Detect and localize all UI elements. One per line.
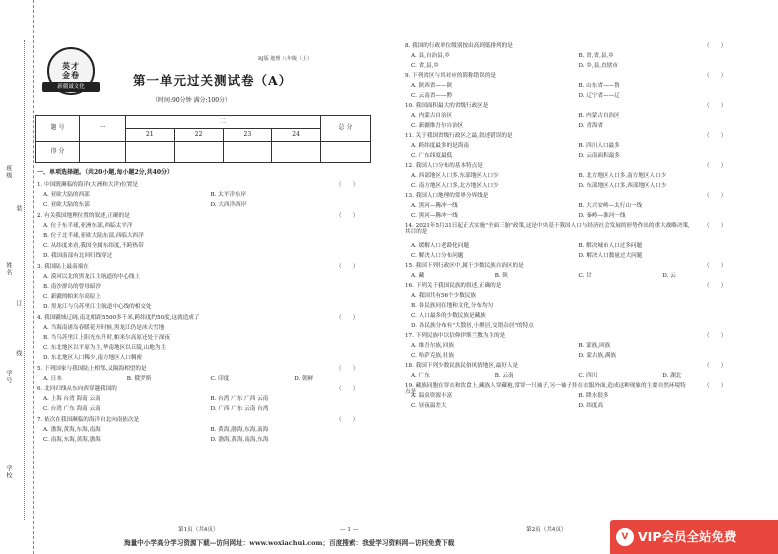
- answer-option[interactable]: C. 四川: [578, 373, 598, 379]
- answer-option[interactable]: D. 青海省: [578, 123, 604, 129]
- score-sub-col: 22: [174, 129, 223, 142]
- vip-badge[interactable]: [610, 520, 778, 554]
- answer-option[interactable]: B. 太平洋东岸: [210, 192, 247, 199]
- question-stem: 12. 我国人口分布的基本特点是: [405, 163, 483, 169]
- answer-option[interactable]: D. 秦岭—淮河一线: [578, 213, 626, 219]
- answer-bracket[interactable]: （ ）: [704, 283, 727, 289]
- score-cell[interactable]: [80, 142, 126, 163]
- question-stem: 1. 中国既濒临的海洋(大洲和大洋)位置是: [37, 182, 138, 188]
- answer-option[interactable]: C. 哈萨克族,壮族: [411, 353, 454, 359]
- answer-option[interactable]: B. 蒙族,回族: [578, 343, 611, 349]
- answer-option[interactable]: D. 东北地区人口稀少,南方地区人口稠密: [43, 355, 143, 362]
- answer-option[interactable]: C. 广东纬度最低: [411, 153, 453, 159]
- answer-bracket[interactable]: （ ）: [704, 333, 727, 339]
- margin-label-number: 学号: [4, 370, 12, 384]
- answer-option[interactable]: B. 云南: [494, 373, 514, 379]
- answer-option[interactable]: D. 云南面积最多: [578, 153, 620, 159]
- answer-bracket[interactable]: （ ）: [704, 383, 727, 389]
- answer-option[interactable]: A. 日本: [43, 375, 62, 382]
- answer-option[interactable]: C. 甘: [578, 273, 592, 279]
- margin-label-stitch: 订: [14, 300, 22, 307]
- answer-option[interactable]: A. 上海 台湾 海南 云南: [43, 396, 101, 403]
- answer-option[interactable]: A. 黑河—腾冲一线: [411, 203, 458, 209]
- question-stem: 10. 我国面积最大的省级行政区是: [405, 103, 489, 109]
- answer-bracket[interactable]: （ ）: [336, 365, 359, 372]
- answer-option[interactable]: C. 人口最多的少数民族是藏族: [411, 313, 486, 319]
- answer-option[interactable]: C. 新疆的帕米尔高原上: [43, 294, 101, 301]
- answer-option[interactable]: C. 台湾 广东 海南 云南: [43, 406, 101, 413]
- answer-option[interactable]: D. 纬度高: [578, 403, 604, 409]
- binding-dash-line: [24, 40, 25, 520]
- question-stem: 14. 2021年5月31日起正式实施"全面三胎"政策,这是中央基于我国人口与经济社会发展的形势作出的重大战略决策,其目的是: [405, 223, 690, 236]
- margin-label-class: 班级: [4, 165, 12, 179]
- answer-option[interactable]: A. 漠河以北的黑龙江主航道的中心线上: [43, 273, 141, 280]
- question-stem: 5. 下列国家与我国陆上相邻,又隔海相望的是: [37, 365, 147, 372]
- answer-option[interactable]: B. 省,省,县,乡: [578, 53, 614, 59]
- score-row-number-label: 题 号: [36, 116, 80, 142]
- answer-option[interactable]: B. 台湾 广东 广西 云南: [210, 396, 269, 403]
- margin-label-line: 线: [14, 350, 22, 357]
- answer-option[interactable]: C. 昼夜温差大: [411, 403, 447, 409]
- question-stem: 4. 我国疆域辽阔,南北相距5500多千米,跨纬度约50度,这就造成了: [37, 314, 200, 321]
- question-stem: 11. 关于我国省级行政区之最,叙述错误的是: [405, 133, 513, 139]
- answer-bracket[interactable]: （ ）: [336, 263, 359, 270]
- score-cell[interactable]: [321, 142, 371, 163]
- answer-option[interactable]: D. 各民族分布有"大散居,小聚居,交错杂居"的特点: [411, 323, 534, 329]
- answer-option[interactable]: D. 云: [662, 273, 676, 279]
- score-cell[interactable]: [126, 142, 175, 163]
- answer-option[interactable]: B. 位于北半球,亚欧大陆东部,西临大西洋: [43, 233, 144, 239]
- answer-option[interactable]: D. 渤海,黄海,南海,东海: [210, 437, 269, 443]
- answer-option[interactable]: A. 陕西省——陕: [411, 83, 453, 89]
- answer-option[interactable]: D. 广西 广东 云南 台湾: [210, 406, 269, 413]
- vip-badge-label: VIP会员全站免费: [638, 528, 737, 544]
- score-cell[interactable]: [223, 142, 272, 163]
- answer-option[interactable]: B. 陕: [494, 273, 509, 279]
- answer-option[interactable]: C. 省,县,乡: [411, 63, 439, 69]
- answer-bracket[interactable]: （ ）: [704, 223, 727, 229]
- answer-option[interactable]: A. 我国共有56个少数民族: [411, 293, 477, 299]
- answer-option[interactable]: D. 乡,县,直辖市: [578, 63, 618, 69]
- answer-option[interactable]: B. 北方地区人口多,南方地区人口少: [578, 173, 667, 179]
- answer-option[interactable]: D. 辽宁省——辽: [578, 93, 620, 99]
- publisher-seal-band: 新疆诚文化: [42, 82, 100, 92]
- answer-option[interactable]: B. 解决城市人口过多问题: [578, 243, 643, 249]
- answer-option[interactable]: A. 藏: [411, 273, 425, 279]
- answer-option[interactable]: C. 南海,东海,黄海,渤海: [43, 437, 101, 443]
- answer-option[interactable]: B. 内蒙古自治区: [578, 113, 620, 119]
- score-sub-col: 21: [126, 129, 175, 142]
- answer-bracket[interactable]: （ ）: [704, 103, 727, 109]
- edition-label: RJ版 地理 八年级（上）: [258, 56, 312, 62]
- question-stem: 7. 依次在我国濒临的海洋自北向南依次是: [37, 416, 140, 423]
- page-number-right: 第2页（共4页）: [526, 527, 567, 533]
- answer-bracket[interactable]: （ ）: [704, 263, 727, 269]
- page-number-left: 第1页（共4页）: [178, 527, 219, 533]
- answer-option[interactable]: A. 广东: [411, 373, 430, 379]
- question-stem: 8. 我国的行政单位级别按由高到低排列的是: [405, 43, 513, 49]
- question-stem: 18. 我国下列少数民族民俗风情地区,最好人是: [405, 363, 519, 369]
- answer-option[interactable]: B. 南沙群岛的曾母暗沙: [43, 284, 102, 290]
- answer-option[interactable]: C. 解决人口分布问题: [411, 253, 464, 259]
- answer-option[interactable]: C. 亚欧大陆的东部: [43, 202, 90, 209]
- answer-option[interactable]: A. 亚欧大陆的西部: [43, 192, 90, 199]
- answer-option[interactable]: D. 大西洋西岸: [210, 202, 247, 209]
- answer-option[interactable]: D. 东部地区人口多,西部地区人口少: [578, 183, 667, 189]
- answer-option[interactable]: D. 解决人口数量过大问题: [578, 253, 643, 259]
- score-cell[interactable]: [174, 142, 223, 163]
- answer-option[interactable]: C. 黑河—腾冲一线: [411, 213, 458, 219]
- answer-option[interactable]: B. 降水很多: [578, 393, 609, 399]
- score-table: [35, 115, 371, 163]
- answer-option[interactable]: C. 印度: [210, 375, 230, 382]
- answer-bracket[interactable]: （ ）: [336, 212, 359, 219]
- question-stem: 16. 下列关于我国民族的叙述,正确的是: [405, 283, 502, 289]
- answer-bracket[interactable]: （ ）: [336, 416, 359, 423]
- page-number-center: — 1 —: [340, 527, 359, 533]
- question-stem: 17. 下列民族中以信仰伊斯兰教为主的是: [405, 333, 506, 339]
- answer-bracket[interactable]: （ ）: [704, 193, 727, 199]
- answer-option[interactable]: D. 我国南部有北回归线穿过: [43, 253, 113, 260]
- score-col-one: 一: [80, 116, 126, 142]
- question-stem: 3. 我国陆上最南端在: [37, 263, 89, 270]
- score-sub-col: 24: [272, 129, 321, 142]
- score-sub-col: 23: [223, 129, 272, 142]
- question-stem: 2. 有关我国地理位置的叙述,正确的是: [37, 212, 130, 219]
- answer-option[interactable]: D. 黑龙江与乌苏里江主航道中心线的相交处: [43, 304, 152, 311]
- answer-option[interactable]: B. 山东省——鲁: [578, 83, 620, 89]
- answer-option[interactable]: A. 缓解人口老龄化问题: [411, 243, 469, 249]
- answer-option[interactable]: D. 朝鲜: [294, 375, 314, 382]
- answer-bracket[interactable]: （ ）: [704, 163, 727, 169]
- answer-option[interactable]: C. 新疆维吾尔自治区: [411, 123, 464, 129]
- download-banner: 海量中小学高分学习资源下载—访问网址：www.woxiachui.com；百度搜索：我爱学习资料网—访问免费下载: [124, 539, 455, 547]
- answer-option[interactable]: C. 东北地区以平原为主,华南地区以丘陵,山地为主: [43, 345, 167, 352]
- section-heading: 一、单项选择题。（共20小题,每小题2分,共40分）: [37, 169, 174, 176]
- answer-option[interactable]: D. 湖北: [662, 373, 682, 379]
- answer-bracket[interactable]: （ ）: [336, 386, 359, 392]
- score-row-points-label: 得 分: [36, 142, 80, 163]
- answer-option[interactable]: A. 位于东半球,亚洲东部,西临太平洋: [43, 222, 133, 229]
- exam-meta: （时间:90分钟 满分:100分）: [152, 97, 232, 104]
- publisher-seal-logo: 英才 金卷: [47, 47, 95, 95]
- answer-option[interactable]: C. 从纬度来看,我国全属东纬度,不跨热带: [43, 243, 144, 250]
- margin-label-bind: 装: [14, 205, 22, 212]
- answer-bracket[interactable]: （ ）: [704, 43, 727, 49]
- answer-option[interactable]: B. 黄海,渤海,东海,南海: [210, 426, 269, 433]
- answer-option[interactable]: D. 蒙古族,满族: [578, 353, 617, 359]
- score-col-two: 二: [126, 116, 321, 129]
- answer-option[interactable]: A. 当海南诸岛春暖花开时候,黑龙江仍是冰天雪地: [43, 324, 165, 331]
- answer-option[interactable]: A. 跨纬度最多的是海南: [411, 143, 469, 149]
- answer-bracket[interactable]: （ ）: [704, 73, 727, 79]
- question-stem: 6. 北回归线从东向西穿越我国的: [37, 386, 117, 392]
- margin-label-school: 学校: [4, 465, 12, 479]
- question-stem: 13. 我国人口地理的常界分界线是: [405, 193, 489, 199]
- question-stem: 19. 藏族同胞在穿衣和饮食上,藏族人穿藏袍,常穿一只袖子,另一袖子挂在衣服外面,造成这种现象的主要自然环境特点是: [405, 383, 686, 396]
- answer-option[interactable]: A. 西部地区人口多,东部地区人口少: [411, 173, 499, 179]
- answer-bracket[interactable]: （ ）: [704, 363, 727, 369]
- score-total-label: 总 分: [321, 116, 371, 142]
- answer-option[interactable]: B. 四川人口最多: [578, 143, 620, 149]
- answer-option[interactable]: A. 温泉资源丰富: [411, 393, 453, 399]
- answer-option[interactable]: B. 大兴安岭—太行山一线: [578, 203, 643, 209]
- question-stem: 15. 我国下列行政区中,属于少数民族自治区的是: [405, 263, 524, 269]
- page-title: 第一单元过关测试卷（A）: [133, 73, 293, 88]
- answer-bracket[interactable]: （ ）: [336, 182, 359, 188]
- answer-option[interactable]: B. 俄罗斯: [126, 375, 152, 382]
- answer-option[interactable]: A. 渤海,黄海,东海,南海: [43, 426, 101, 433]
- answer-option[interactable]: C. 云南省——黔: [411, 93, 453, 99]
- answer-option[interactable]: A. 县,自治县,乡: [411, 53, 451, 59]
- answer-option[interactable]: A. 内蒙古自治区: [411, 113, 453, 119]
- answer-option[interactable]: A. 维吾尔族,回族: [411, 343, 454, 349]
- answer-option[interactable]: B. 各民族同在地和文化,分布均匀: [411, 303, 494, 309]
- score-cell[interactable]: [272, 142, 321, 163]
- question-stem: 9. 下列省区与其对应的简称错误的是: [405, 73, 497, 79]
- answer-option[interactable]: B. 当乌苏里江上阳光东升时,帕米尔高原还处于深夜: [43, 335, 170, 341]
- answer-bracket[interactable]: （ ）: [336, 314, 359, 321]
- answer-option[interactable]: C. 南方地区人口多,北方地区人口少: [411, 183, 499, 189]
- vip-icon: V: [616, 528, 634, 546]
- margin-label-name: 姓名: [4, 262, 12, 276]
- answer-bracket[interactable]: （ ）: [704, 133, 727, 139]
